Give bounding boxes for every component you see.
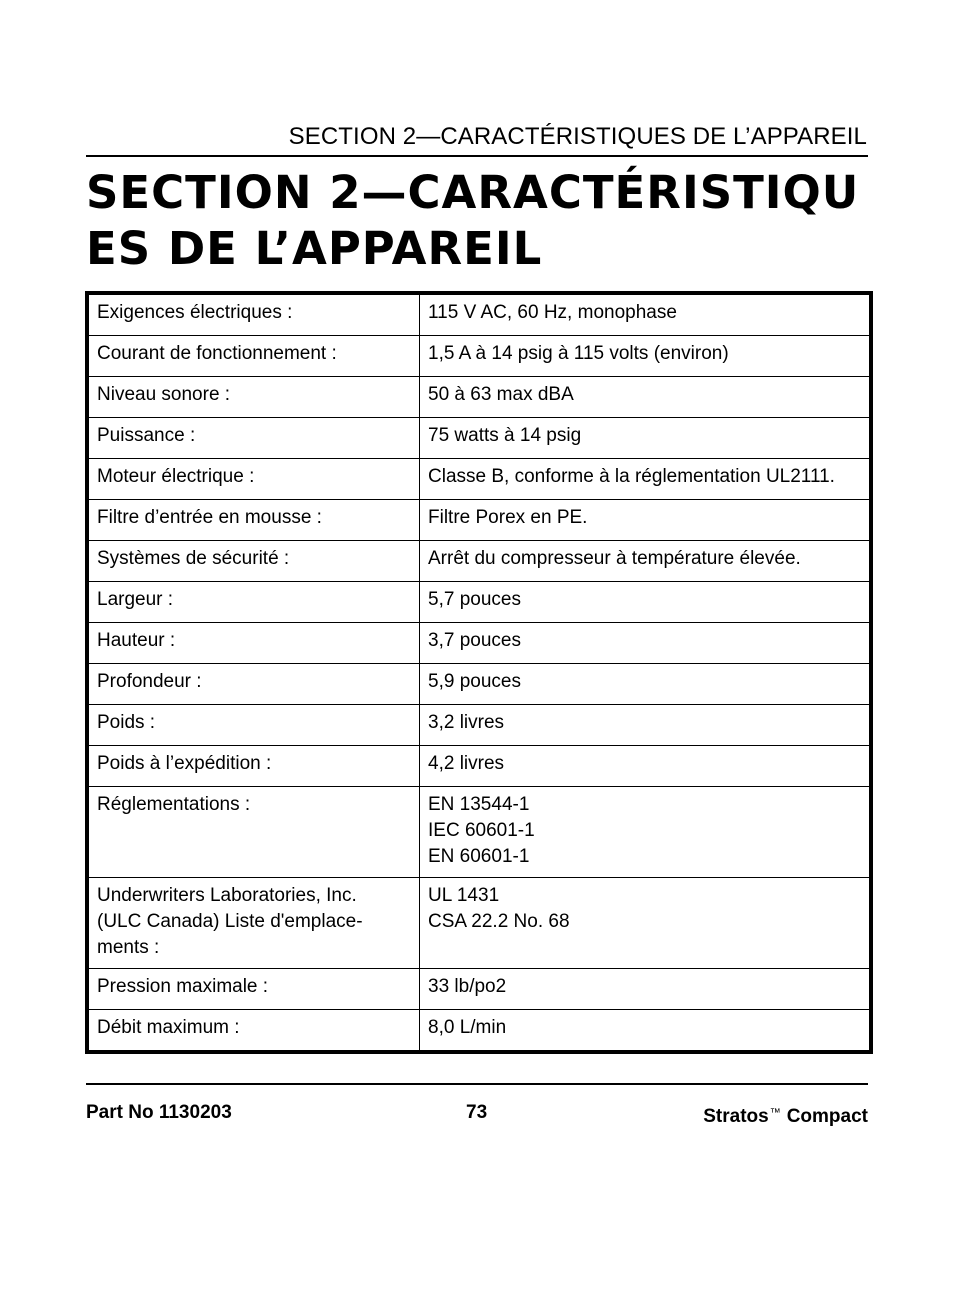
spec-value: 1,5 A à 14 psig à 115 volts (environ) (420, 336, 872, 377)
spec-label: Hauteur : (87, 623, 420, 664)
table-row (87, 746, 871, 787)
spec-label: Exigences électriques : (87, 293, 420, 336)
spec-value: Arrêt du compresseur à température élevée. (420, 541, 872, 582)
table-row (87, 459, 871, 500)
spec-value: EN 13544-1 IEC 60601-1 EN 60601-1 (420, 787, 872, 878)
specifications-table-body (87, 293, 871, 1052)
spec-value: 3,2 livres (420, 705, 872, 746)
spec-label: Profondeur : (87, 664, 420, 705)
spec-label: Systèmes de sécurité : (87, 541, 420, 582)
page-number: 73 (466, 1102, 488, 1123)
table-row (87, 705, 871, 746)
footer-divider (86, 1083, 868, 1085)
table-row (87, 969, 871, 1010)
spec-label: Largeur : (87, 582, 420, 623)
part-number: Part No 1130203 (86, 1102, 232, 1123)
running-header: SECTION 2—CARACTÉRISTIQUES DE L’APPAREIL (288, 123, 867, 150)
spec-label: Poids à l’expédition : (87, 746, 420, 787)
spec-value: 5,7 pouces (420, 582, 872, 623)
table-row (87, 623, 871, 664)
header-divider (86, 155, 868, 157)
spec-label: Underwriters Laboratories, Inc. (ULC Canada) Liste d'emplace- ments : (87, 878, 420, 969)
spec-value: Filtre Porex en PE. (420, 500, 872, 541)
table-row (87, 878, 871, 969)
spec-label: Courant de fonctionnement : (87, 336, 420, 377)
spec-value: 3,7 pouces (420, 623, 872, 664)
spec-label: Réglementations : (87, 787, 420, 878)
spec-value: 115 V AC, 60 Hz, monophase (420, 293, 872, 336)
table-row (87, 377, 871, 418)
spec-label: Puissance : (87, 418, 420, 459)
trademark-symbol: ™ (769, 1107, 781, 1119)
table-row (87, 418, 871, 459)
spec-value: 8,0 L/min (420, 1010, 872, 1053)
specifications-table (85, 291, 873, 1054)
spec-label: Pression maximale : (87, 969, 420, 1010)
spec-label: Filtre d’entrée en mousse : (87, 500, 420, 541)
spec-value: 4,2 livres (420, 746, 872, 787)
spec-value: 5,9 pouces (420, 664, 872, 705)
spec-value: 75 watts à 14 psig (420, 418, 872, 459)
product-brand: Stratos (703, 1106, 769, 1127)
page-title: SECTION 2—CARACTÉRISTIQUES DE L’APPAREIL (86, 166, 860, 275)
spec-value: 50 à 63 max dBA (420, 377, 872, 418)
spec-label: Poids : (87, 705, 420, 746)
spec-value: Classe B, conforme à la réglementation UL2111. (420, 459, 872, 500)
table-row (87, 293, 871, 336)
spec-label: Moteur électrique : (87, 459, 420, 500)
table-row (87, 541, 871, 582)
table-row (87, 787, 871, 878)
table-row (87, 1010, 871, 1053)
page-footer (86, 1099, 868, 1127)
table-row (87, 336, 871, 377)
product-name (703, 1099, 868, 1131)
spec-value: UL 1431 CSA 22.2 No. 68 (420, 878, 872, 969)
product-suffix: Compact (786, 1106, 868, 1127)
table-row (87, 664, 871, 705)
spec-label: Débit maximum : (87, 1010, 420, 1053)
spec-value: 33 lb/po2 (420, 969, 872, 1010)
table-row (87, 582, 871, 623)
table-row (87, 500, 871, 541)
spec-label: Niveau sonore : (87, 377, 420, 418)
